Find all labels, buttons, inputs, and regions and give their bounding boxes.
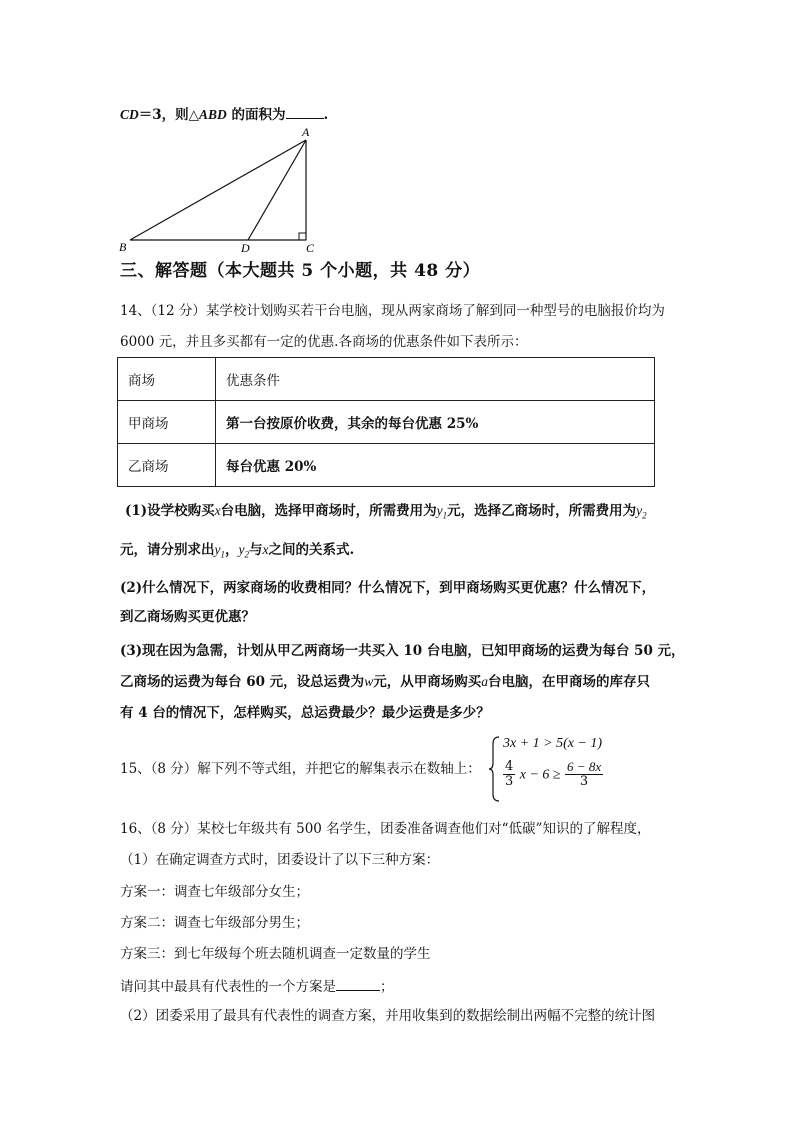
segment-ab bbox=[130, 140, 306, 240]
var-y1 bbox=[214, 542, 226, 560]
middle-term: x − 6 ≥ bbox=[519, 767, 561, 783]
numerator: 4 bbox=[505, 759, 514, 774]
brace-icon bbox=[489, 736, 501, 802]
text: ； bbox=[380, 979, 394, 995]
text: 乙商场的运费为每台 60 元，设总运费为 bbox=[120, 674, 365, 690]
y-symbol: y bbox=[238, 542, 245, 557]
fraction bbox=[565, 760, 603, 789]
q15-text: 15、（8 分）解下列不等式组，并把它的解集表示在数轴上： bbox=[120, 761, 481, 777]
table-cell: 每台优惠 20% bbox=[216, 444, 655, 487]
table-row bbox=[118, 401, 655, 444]
q14-part3-line2 bbox=[120, 673, 650, 691]
table-row bbox=[118, 358, 655, 401]
cd-label: CD bbox=[120, 107, 139, 122]
table-cell: 优惠条件 bbox=[216, 358, 655, 401]
q14-part1-line1 bbox=[125, 502, 647, 525]
text: 台电脑，在甲商场的库存只 bbox=[487, 674, 650, 690]
q14-line1: 14、（12 分）某学校计划购买若干台电脑，现从两家商场了解到同一种型号的电脑报价均为 bbox=[120, 303, 665, 319]
subscript: 1 bbox=[442, 510, 448, 521]
q16-plan2: 方案二：调查七年级部分男生； bbox=[120, 915, 309, 931]
q16-plan3: 方案三：到七年级每个班去随机调查一定数量的学生 bbox=[120, 946, 431, 962]
label-d: D bbox=[241, 241, 250, 255]
y-symbol: y bbox=[436, 503, 443, 518]
table-cell: 乙商场 bbox=[118, 444, 216, 487]
text: 台电脑，选择甲商场时，所需费用为 bbox=[220, 503, 437, 519]
q14-part1-line2 bbox=[120, 541, 354, 564]
triangle-figure bbox=[110, 122, 330, 256]
period: . bbox=[323, 107, 329, 123]
var-w: w bbox=[364, 674, 374, 689]
right-angle-mark bbox=[299, 233, 306, 240]
var-x: x bbox=[214, 503, 221, 518]
q16-question bbox=[120, 976, 394, 996]
text: (1)设学校购买 bbox=[125, 503, 215, 519]
text: 之间的关系式. bbox=[268, 542, 355, 558]
answer-blank bbox=[336, 976, 380, 991]
label-a: A bbox=[302, 125, 310, 139]
text: ， bbox=[225, 542, 239, 558]
segment-ad bbox=[248, 140, 306, 240]
var-a: a bbox=[481, 674, 488, 689]
var-y2 bbox=[636, 503, 647, 521]
text: 请问其中最具有代表性的一个方案是 bbox=[120, 979, 336, 995]
var-y2 bbox=[238, 542, 250, 560]
y-symbol: y bbox=[214, 542, 221, 557]
label-b: B bbox=[119, 240, 127, 254]
y-symbol: y bbox=[636, 503, 643, 518]
abd-label: ABD bbox=[199, 107, 227, 122]
answer-blank bbox=[286, 104, 324, 119]
q16-line2: （1）在确定调查方式时，团委设计了以下三种方案： bbox=[120, 852, 440, 868]
denominator: 3 bbox=[505, 774, 514, 789]
q16-line1: 16、（8 分）某校七年级共有 500 名学生，团委准备调查他们对“低碳”知识的了解程度， bbox=[120, 821, 651, 837]
q16-plan1: 方案一：调查七年级部分女生； bbox=[120, 884, 309, 900]
section-heading: 三、解答题（本大题共 5 个小题，共 48 分） bbox=[120, 261, 481, 281]
inequality-2 bbox=[503, 760, 603, 789]
discount-table bbox=[117, 357, 655, 487]
inequality-1: 3x + 1 > 5(x − 1) bbox=[503, 736, 603, 751]
subscript: 2 bbox=[244, 549, 249, 560]
var-y1 bbox=[436, 503, 448, 521]
q14-part3-line3: 有 4 台的情况下，怎样购买，总运费最少？最少运费是多少？ bbox=[120, 705, 490, 721]
fraction bbox=[503, 760, 515, 789]
text: 元，从甲商场购买 bbox=[373, 674, 482, 690]
table-cell: 第一台按原价收费，其余的每台优惠 25% bbox=[216, 401, 655, 444]
denominator: 3 bbox=[579, 774, 589, 789]
q16-line-last: （2）团委采用了最具有代表性的调查方案，并用收集到的数据绘制出两幅不完整的统计图 bbox=[120, 1008, 656, 1024]
table-cell: 商场 bbox=[118, 358, 216, 401]
q14-part3-line1: (3)现在因为急需，计划从甲乙两商场一共买入 10 台电脑，已知甲商场的运费为每台 50 元， bbox=[120, 643, 685, 659]
q14-line2: 6000 元，并且多买都有一定的优惠.各商场的优惠条件如下表所示： bbox=[120, 334, 528, 350]
table-row bbox=[118, 444, 655, 487]
text: 元，请分别求出 bbox=[120, 542, 215, 558]
subscript: 2 bbox=[642, 510, 647, 521]
text: 与 bbox=[249, 542, 263, 558]
cd-eq: ＝3，则△ bbox=[138, 107, 200, 123]
text: 元，选择乙商场时，所需费用为 bbox=[447, 503, 637, 519]
subscript: 1 bbox=[220, 549, 225, 560]
numerator: 6 − 8x bbox=[567, 759, 602, 774]
table-cell: 甲商场 bbox=[118, 401, 216, 444]
q14-part2-line1: (2)什么情况下，两家商场的收费相同？什么情况下，到甲商场购买更优惠？什么情况下， bbox=[120, 580, 656, 596]
area-text: 的面积为 bbox=[226, 107, 286, 123]
label-c: C bbox=[306, 241, 315, 255]
top-line bbox=[120, 104, 328, 124]
var-x: x bbox=[262, 542, 269, 557]
q14-part2-line2: 到乙商场购买更优惠？ bbox=[120, 609, 255, 625]
